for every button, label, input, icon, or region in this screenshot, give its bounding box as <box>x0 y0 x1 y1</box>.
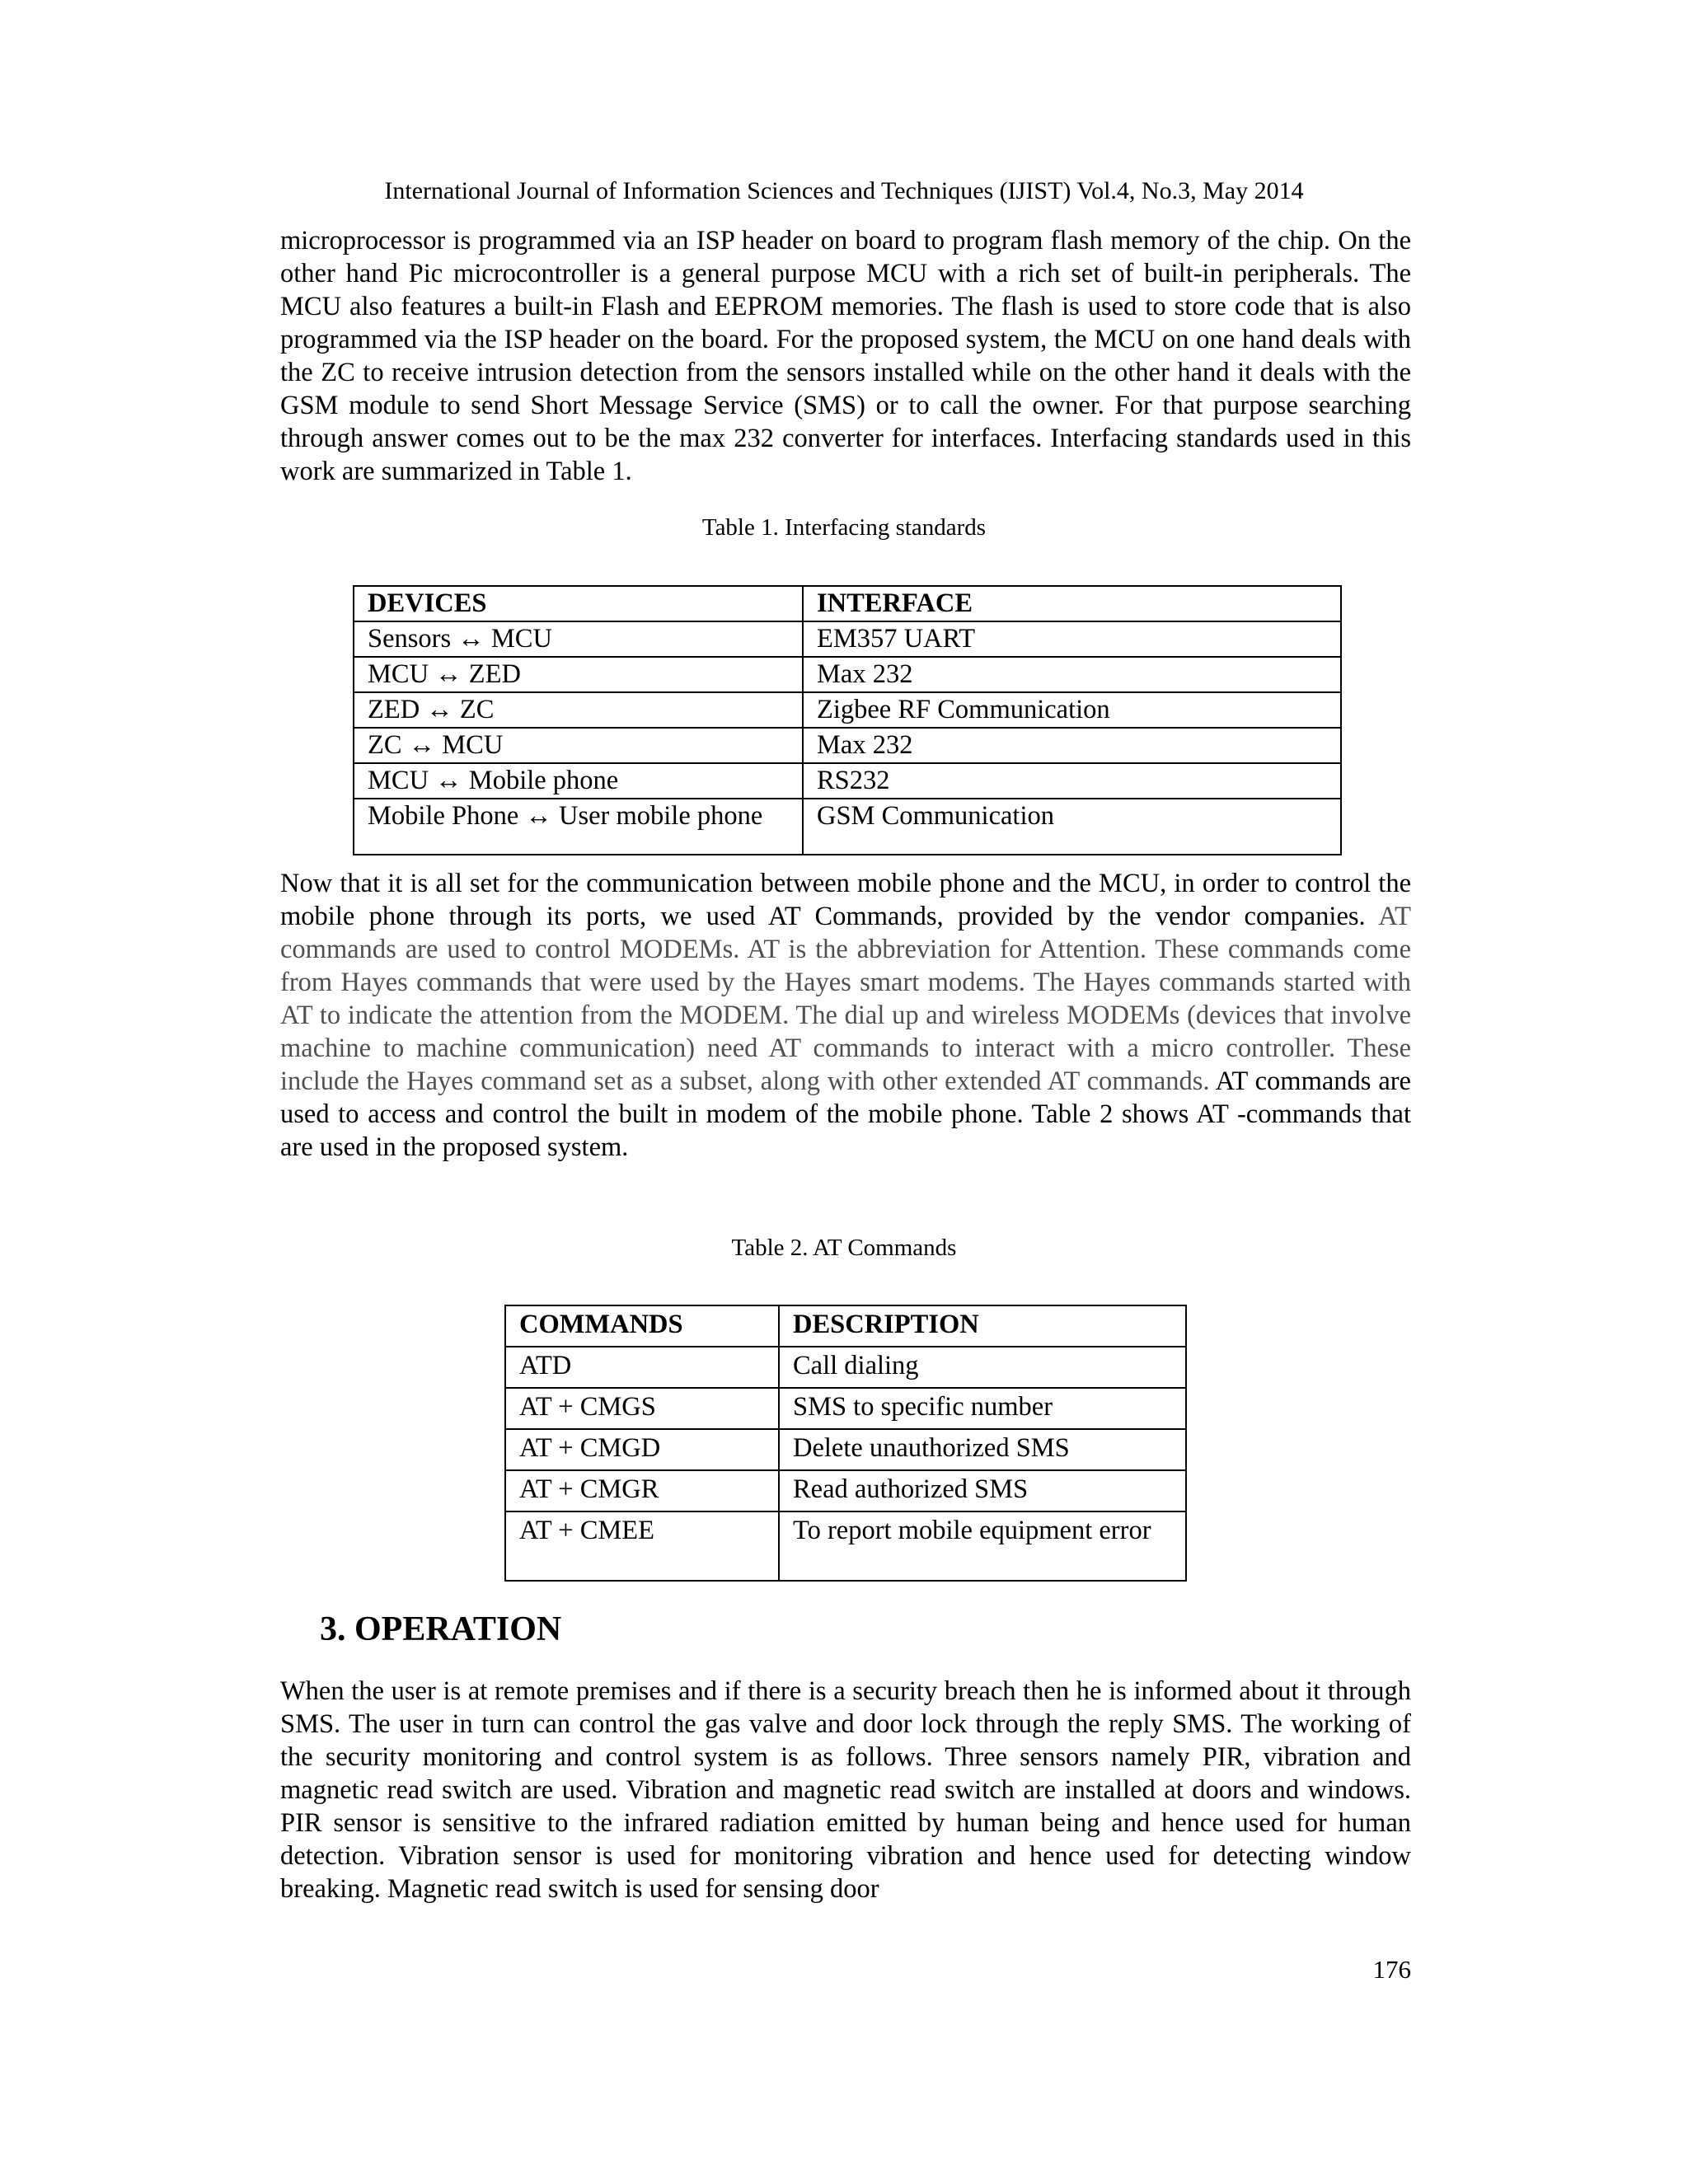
paragraph-3: When the user is at remote premises and if there is a security breach then he is informed about it through SMS. The user in turn can control the gas valve and door lock through the reply SMS. The working of the security monitoring and control system is as follows. Three sensors namely PIR, vibration and magnetic read switch are used. Vibration and magnetic read switch are installed at doors and windows. PIR sensor is sensitive to the infrared radiation emitted by human being and hence used for human detection. Vibration sensor is used for monitoring vibration and hence used for detecting window breaking. Magnetic read switch is used for sensing door <box>280 1676 1411 1904</box>
table-row <box>354 657 1341 692</box>
table-cell: AT + CMEE <box>505 1511 779 1581</box>
table-cell: SMS to specific number <box>779 1388 1186 1429</box>
table-cell: Read authorized SMS <box>779 1470 1186 1511</box>
table2-caption: Table 2. AT Commands <box>731 1235 957 1261</box>
table-cell: ZC ↔ MCU <box>354 728 803 763</box>
table-row <box>505 1347 1186 1388</box>
table-row <box>354 763 1341 799</box>
table-header-cell: COMMANDS <box>505 1305 779 1347</box>
section-heading: 3. OPERATION <box>320 1610 562 1648</box>
table-row <box>354 621 1341 657</box>
table-header-cell: DEVICES <box>354 586 803 621</box>
table1-caption: Table 1. Interfacing standards <box>701 514 987 541</box>
paragraph-2 <box>280 867 1411 1164</box>
table-interfacing-standards <box>353 585 1342 855</box>
table-cell: Sensors ↔ MCU <box>354 621 803 657</box>
table-cell: To report mobile equipment error <box>779 1511 1186 1581</box>
table-row <box>354 692 1341 728</box>
table-header-cell: INTERFACE <box>803 586 1341 621</box>
table-header-row <box>354 586 1341 621</box>
paragraph-2-part-3: AT commands are used to access and control the built in modem of the mobile phone. Table 2 shows AT -commands that are used in the proposed system. <box>280 1066 1411 1162</box>
table-cell: RS232 <box>803 763 1341 799</box>
table-header-row <box>505 1305 1186 1347</box>
page-number: 176 <box>1372 1955 1411 1984</box>
table-cell: EM357 UART <box>803 621 1341 657</box>
table-cell: AT + CMGD <box>505 1429 779 1470</box>
table-cell: MCU ↔ ZED <box>354 657 803 692</box>
table-cell: MCU ↔ Mobile phone <box>354 763 803 799</box>
table-cell: ZED ↔ ZC <box>354 692 803 728</box>
table-cell: Mobile Phone ↔ User mobile phone <box>354 799 803 855</box>
table-row <box>505 1388 1186 1429</box>
table-cell: AT + CMGS <box>505 1388 779 1429</box>
table-cell: Max 232 <box>803 657 1341 692</box>
table-row <box>505 1511 1186 1581</box>
table-row <box>505 1470 1186 1511</box>
table-cell: Max 232 <box>803 728 1341 763</box>
table-cell: Zigbee RF Communication <box>803 692 1341 728</box>
paragraph-1: microprocessor is programmed via an ISP header on board to program flash memory of the chip. On the other hand Pic microcontroller is a general purpose MCU with a rich set of built-in peripherals. The MCU also features a built-in Flash and EEPROM memories. The flash is used to store code that is also programmed via the ISP header on the board. For the proposed system, the MCU on one hand deals with the ZC to receive intrusion detection from the sensors installed while on the other hand it deals with the GSM module to send Short Message Service (SMS) or to call the owner. For that purpose searching through answer comes out to be the max 232 converter for interfaces. Interfacing standards used in this work are summarized in Table 1. <box>280 226 1411 486</box>
table-cell: Call dialing <box>779 1347 1186 1388</box>
table-at-commands <box>504 1305 1187 1582</box>
table-header-cell: DESCRIPTION <box>779 1305 1186 1347</box>
table-cell: ATD <box>505 1347 779 1388</box>
paragraph-2-part-1: Now that it is all set for the communication between mobile phone and the MCU, in order to control the mobile phone through its ports, we used AT Commands, provided by the vendor companies. <box>280 869 1411 931</box>
table-cell: GSM Communication <box>803 799 1341 855</box>
table-cell: Delete unauthorized SMS <box>779 1429 1186 1470</box>
table-row <box>505 1429 1186 1470</box>
journal-header: International Journal of Information Sciences and Techniques (IJIST) Vol.4, No.3, May 2014 <box>384 177 1304 204</box>
paragraph-2-part-2: AT commands are used to control MODEMs. AT is the abbreviation for Attention. These commands come from Hayes commands that were used by the Hayes smart modems. The Hayes commands started with AT to indicate the attention from the MODEM. The dial up and wireless MODEMs (devices that involve machine to machine communication) need AT commands to interact with a micro controller. These include the Hayes command set as a subset, along with other extended AT commands. <box>280 902 1411 1096</box>
table-cell: AT + CMGR <box>505 1470 779 1511</box>
table-row <box>354 728 1341 763</box>
table-row <box>354 799 1341 855</box>
